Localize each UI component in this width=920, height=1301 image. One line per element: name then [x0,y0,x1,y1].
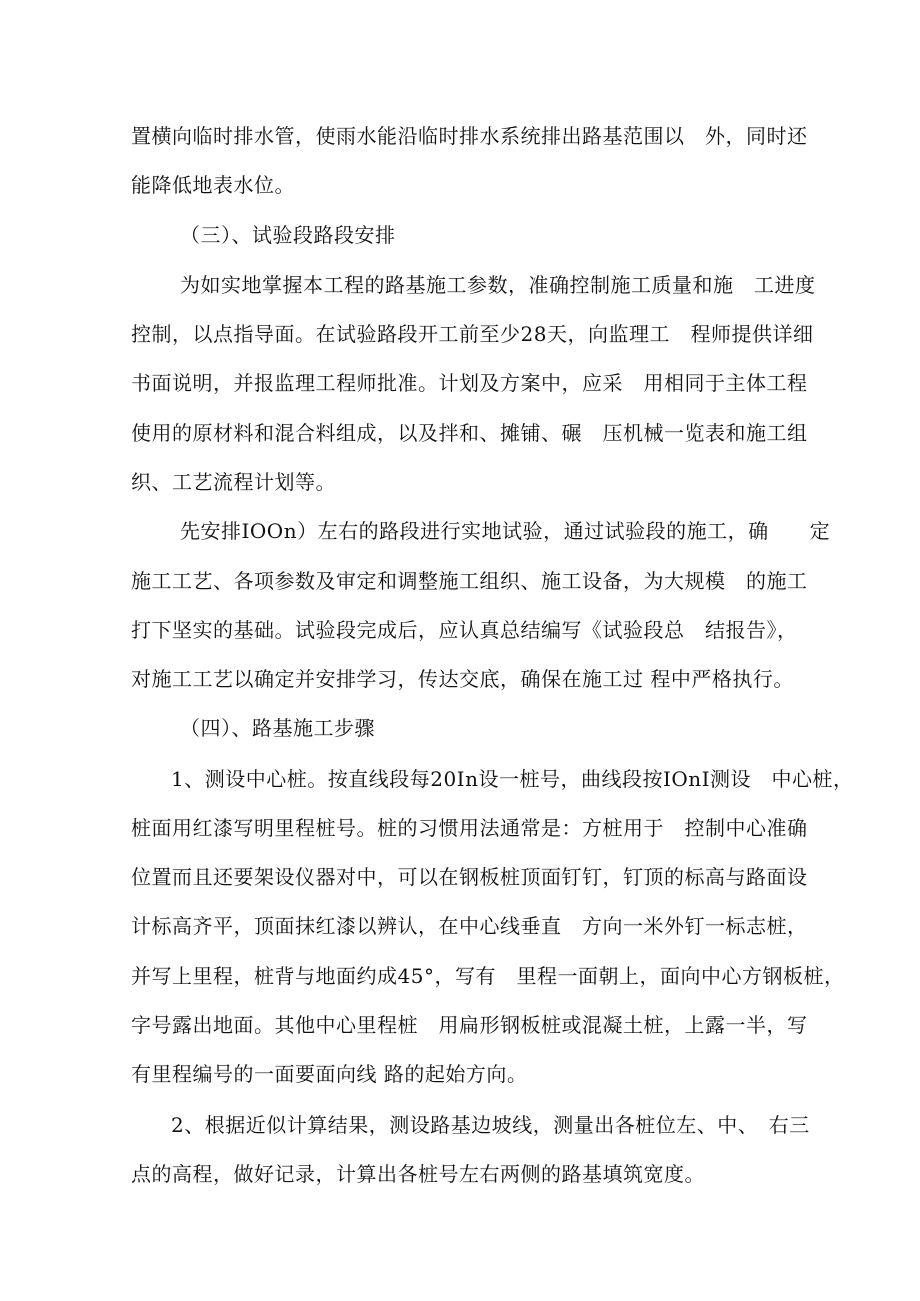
section-heading-3: （三）、试验段路段安排 [180,223,396,247]
text-line: 桩面用红漆写明里程桩号。桩的习惯用法通常是：方桩用于 控制中心准确 [131,816,808,840]
text-line: 1、测设中心桩。按直线段每20In设一桩号，曲线段按IOnI测设 中心桩， [171,767,854,791]
text-line: 织、工艺流程计划等。 [131,470,336,494]
text-line: 计标高齐平，顶面抹红漆以辨认，在中心线垂直 方向一米外钉一标志桩， [131,914,808,938]
text-line: 为如实地掌握本工程的路基施工参数，准确控制施工质量和施 工进度 [180,273,816,297]
text-line: 控制，以点指导面。在试验路段开工前至少28天，向监理工 程师提供详细 [131,322,814,346]
section-heading-4: （四）、路基施工步骤 [180,716,375,740]
text-line: 施工工艺、各项参数及审定和调整施工组织、施工设备，为大规模 的施工 [131,569,808,593]
text-line: 能降低地表水位。 [131,173,295,197]
text-line: 置横向临时排水管，使雨水能沿临时排水系统排出路基范围以 外，同时还 [131,124,808,148]
text-line: 位置而且还要架设仪器对中，可以在钢板桩顶面钉钉，钉顶的标高与路面设 [131,865,808,889]
text-line: 先安排IOOn）左右的路段进行实地试验，通过试验段的施工，确 定 [180,519,831,543]
text-line: 有里程编号的一面要面向线 路的起始方向。 [131,1062,528,1086]
text-line: 字号露出地面。其他中心里程桩 用扁形钢板桩或混凝土桩，上露一半，写 [131,1013,808,1037]
text-line: 打下坚实的基础。试验段完成后，应认真总结编写《试验段总 结报告》， [131,618,798,642]
text-line: 2、根据近似计算结果，测设路基边坡线，测量出各桩位左、中、 右三 [171,1113,810,1137]
text-line: 点的高程，做好记录，计算出各桩号左右两侧的路基填筑宽度。 [131,1162,705,1186]
text-line: 对施工工艺以确定并安排学习，传达交底，确保在施工过 程中严格执行。 [131,667,794,691]
text-line: 并写上里程，桩背与地面约成45°，写有 里程一面朝上，面向中心方钢板桩， [131,964,845,988]
text-line: 使用的原材料和混合料组成，以及拌和、摊铺、碾 压机械一览表和施工组 [131,421,808,445]
text-line: 书面说明，并报监理工程师批准。计划及方案中，应采 用相同于主体工程 [131,371,808,395]
